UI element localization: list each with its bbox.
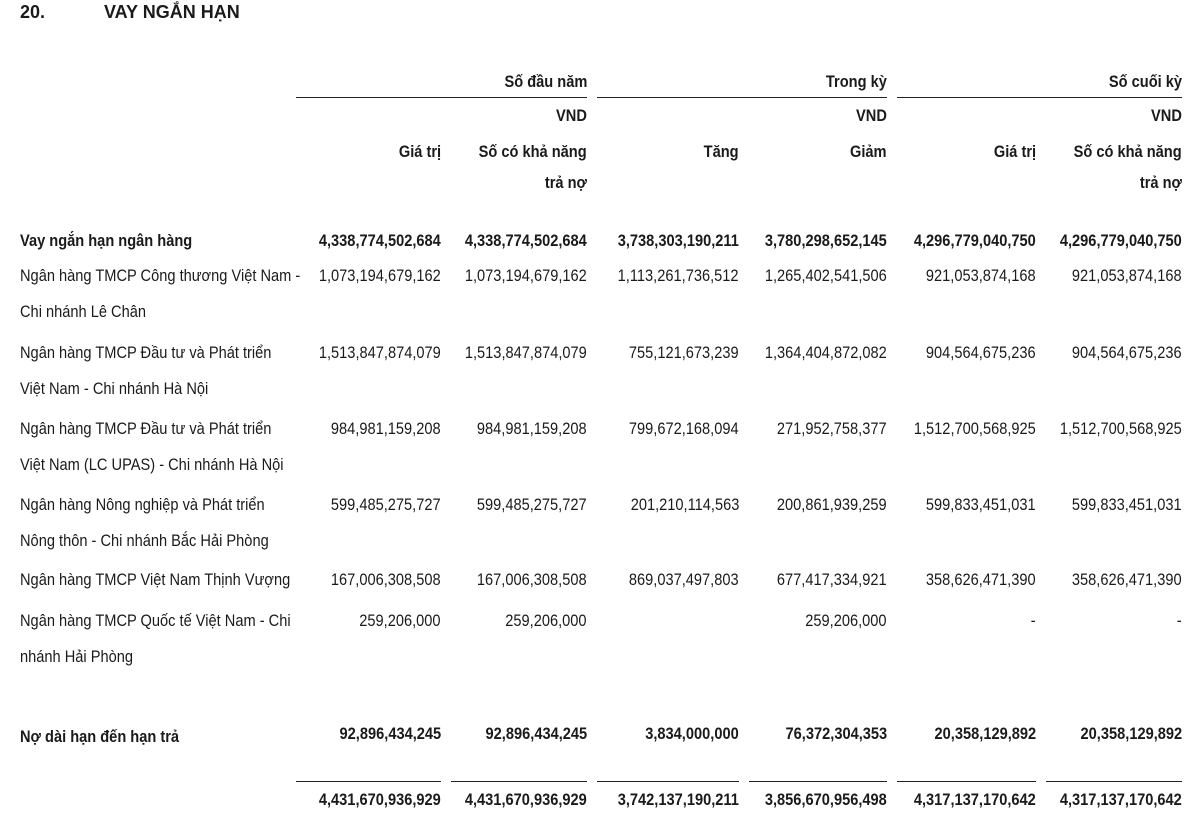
cell-value: - — [1177, 611, 1182, 630]
row-label-continued: Nông thôn - Chi nhánh Bắc Hải Phòng — [20, 531, 269, 550]
column-header-value-opening: Giá trị — [398, 142, 441, 161]
cell-value: 921,053,874,168 — [1072, 266, 1182, 285]
cell-value: 3,780,298,652,145 — [765, 231, 887, 250]
total-value: 4,317,137,170,642 — [1060, 790, 1182, 809]
cell-value: 984,981,159,208 — [331, 419, 441, 438]
section-title: VAY NGẮN HẠN — [104, 2, 240, 22]
cell-value: 599,485,275,727 — [477, 495, 587, 514]
row-label-continued: nhánh Hải Phòng — [20, 647, 133, 666]
row-label: Vay ngắn hạn ngân hàng — [20, 231, 193, 250]
cell-value: - — [1031, 611, 1036, 630]
cell-value: 599,485,275,727 — [331, 495, 441, 514]
column-header-payable-opening: Số có khả năng — [478, 142, 587, 161]
cell-value: 869,037,497,803 — [629, 570, 739, 589]
column-header-payable-closing-line2: trả nợ — [1139, 173, 1182, 192]
cell-value: 4,296,779,040,750 — [914, 231, 1036, 250]
row-label: Ngân hàng TMCP Công thương Việt Nam - — [20, 266, 301, 285]
total-rule — [451, 781, 587, 782]
header-group-period: Trong kỳ — [826, 72, 887, 91]
currency-label-opening: VND — [556, 106, 587, 125]
header-group-opening: Số đầu năm — [504, 72, 587, 91]
total-rule — [1046, 781, 1182, 782]
currency-label-period: VND — [856, 106, 887, 125]
total-value: 4,317,137,170,642 — [914, 790, 1036, 809]
total-rule — [597, 781, 739, 782]
cell-value: 1,113,261,736,512 — [618, 266, 739, 285]
column-header-increase: Tăng — [704, 142, 739, 161]
cell-value: 799,672,168,094 — [629, 419, 739, 438]
cell-value: 599,833,451,031 — [926, 495, 1036, 514]
cell-value: 20,358,129,892 — [934, 724, 1036, 743]
cell-value: 20,358,129,892 — [1080, 724, 1182, 743]
cell-value: 92,896,434,245 — [485, 724, 587, 743]
cell-value: 271,952,758,377 — [777, 419, 887, 438]
cell-value: 1,073,194,679,162 — [465, 266, 587, 285]
row-label: Ngân hàng Nông nghiệp và Phát triển — [20, 495, 265, 514]
cell-value: 4,338,774,502,684 — [465, 231, 587, 250]
row-label: Ngân hàng TMCP Đầu tư và Phát triển — [20, 419, 272, 438]
column-header-payable-opening-line2: trả nợ — [544, 173, 587, 192]
row-label: Nợ dài hạn đến hạn trả — [20, 727, 180, 746]
cell-value: 3,738,303,190,211 — [617, 231, 739, 250]
total-rule — [296, 781, 441, 782]
cell-value: 1,513,847,874,079 — [319, 343, 441, 362]
total-value: 4,431,670,936,929 — [319, 790, 441, 809]
cell-value: 4,338,774,502,684 — [319, 231, 441, 250]
section-number: 20. — [20, 2, 46, 22]
cell-value: 904,564,675,236 — [926, 343, 1036, 362]
cell-value: 259,206,000 — [359, 611, 441, 630]
row-label: Ngân hàng TMCP Việt Nam Thịnh Vượng — [20, 570, 291, 589]
total-value: 3,742,137,190,211 — [617, 790, 739, 809]
column-header-decrease: Giảm — [850, 142, 887, 161]
cell-value: 1,364,404,872,082 — [765, 343, 887, 362]
cell-value: 167,006,308,508 — [477, 570, 587, 589]
cell-value: 1,512,700,568,925 — [914, 419, 1036, 438]
cell-value: 3,834,000,000 — [645, 724, 739, 743]
cell-value: 921,053,874,168 — [926, 266, 1036, 285]
total-rule — [897, 781, 1036, 782]
cell-value: 1,512,700,568,925 — [1060, 419, 1182, 438]
cell-value: 92,896,434,245 — [339, 724, 441, 743]
cell-value: 1,073,194,679,162 — [319, 266, 441, 285]
row-label-continued: Chi nhánh Lê Chân — [20, 302, 147, 321]
header-rule-period — [597, 97, 887, 98]
header-rule-opening — [296, 97, 587, 98]
row-label: Ngân hàng TMCP Đầu tư và Phát triển — [20, 343, 272, 362]
currency-label-closing: VND — [1151, 106, 1182, 125]
cell-value: 599,833,451,031 — [1072, 495, 1182, 514]
total-value: 3,856,670,956,498 — [765, 790, 887, 809]
total-rule — [749, 781, 887, 782]
cell-value: 984,981,159,208 — [477, 419, 587, 438]
cell-value: 4,296,779,040,750 — [1060, 231, 1182, 250]
cell-value: 755,121,673,239 — [629, 343, 739, 362]
cell-value: 1,265,402,541,506 — [765, 266, 887, 285]
cell-value: 259,206,000 — [805, 611, 887, 630]
cell-value: 358,626,471,390 — [1072, 570, 1182, 589]
cell-value: 200,861,939,259 — [777, 495, 887, 514]
row-label-continued: Việt Nam (LC UPAS) - Chi nhánh Hà Nội — [20, 455, 284, 474]
cell-value: 201,210,114,563 — [630, 495, 739, 514]
cell-value: 358,626,471,390 — [926, 570, 1036, 589]
row-label: Ngân hàng TMCP Quốc tế Việt Nam - Chi — [20, 611, 291, 630]
header-rule-closing — [897, 97, 1182, 98]
cell-value: 677,417,334,921 — [777, 570, 887, 589]
cell-value: 76,372,304,353 — [785, 724, 887, 743]
header-group-closing: Số cuối kỳ — [1108, 72, 1182, 91]
column-header-value-closing: Giá trị — [993, 142, 1036, 161]
row-label-continued: Việt Nam - Chi nhánh Hà Nội — [20, 379, 209, 398]
cell-value: 167,006,308,508 — [331, 570, 441, 589]
cell-value: 904,564,675,236 — [1072, 343, 1182, 362]
cell-value: 1,513,847,874,079 — [465, 343, 587, 362]
total-value: 4,431,670,936,929 — [465, 790, 587, 809]
cell-value: 259,206,000 — [505, 611, 587, 630]
column-header-payable-closing: Số có khả năng — [1073, 142, 1182, 161]
